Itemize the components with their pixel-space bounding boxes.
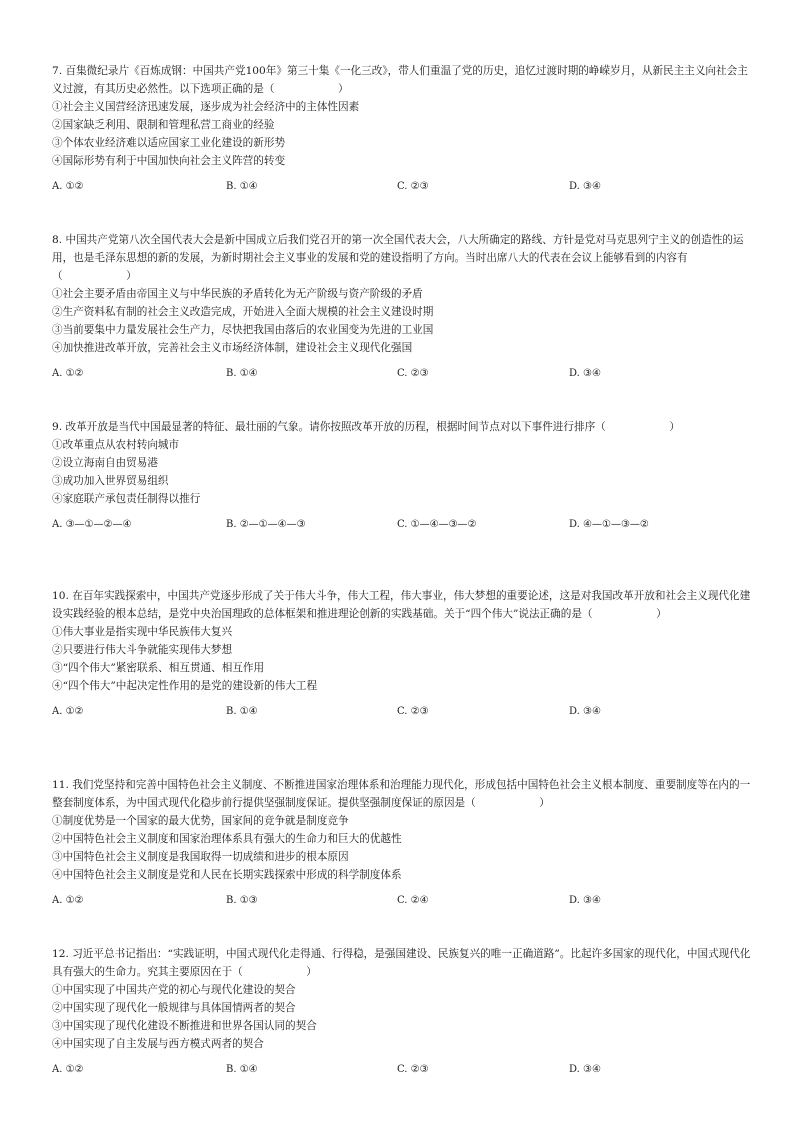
answer-choices bbox=[52, 892, 758, 910]
question-12 bbox=[52, 945, 758, 1079]
statement-2: ②中国特色社会主义制度和国家治理体系具有强大的生命力和巨大的优越性 bbox=[52, 833, 402, 845]
choice-b[interactable]: B. ①④ bbox=[226, 1064, 258, 1075]
choice-d[interactable]: D. ③④ bbox=[569, 368, 601, 379]
choice-a[interactable]: A. ①② bbox=[52, 368, 84, 379]
choice-c[interactable]: C. ②③ bbox=[397, 1064, 429, 1075]
choice-a[interactable]: A. ①② bbox=[52, 1064, 84, 1075]
statement-4: ④中国特色社会主义制度是党和人民在长期实践探索中形成的科学制度体系 bbox=[52, 869, 402, 881]
choice-d[interactable]: D. ③④ bbox=[569, 895, 601, 906]
answer-choices bbox=[52, 703, 758, 721]
choice-d[interactable]: D. ④—①—③—② bbox=[569, 519, 649, 530]
question-11 bbox=[52, 776, 758, 910]
statement-4: ④“四个伟大”中起决定性作用的是党的建设新的伟大工程 bbox=[52, 680, 318, 692]
statement-3: ③当前要集中力量发展社会生产力，尽快把我国由落后的农业国变为先进的工业国 bbox=[52, 324, 434, 336]
statement-1: ①社会主义国营经济迅速发展，逐步成为社会经济中的主体性因素 bbox=[52, 101, 360, 113]
choice-a[interactable]: A. ③—①—②—④ bbox=[52, 519, 132, 530]
statement-4: ④加快推进改革开放，完善社会主义市场经济体制，建设社会主义现代化强国 bbox=[52, 342, 413, 354]
choice-a[interactable]: A. ①② bbox=[52, 895, 84, 906]
choice-b[interactable]: B. ②—①—④—③ bbox=[226, 519, 306, 530]
question-stem: 7. 百集微纪录片《百炼成钢：中国共产党100年》第三十集《一化三改》，带人们重温了党的历史，追忆过渡时期的峥嵘岁月，从新民主主义向社会主义过渡，有其历史必然性。以下选项正确的是（ ） bbox=[52, 65, 748, 95]
choice-d[interactable]: D. ③④ bbox=[569, 181, 601, 192]
statement-4: ④家庭联产承包责任制得以推行 bbox=[52, 493, 201, 505]
statement-2: ②设立海南自由贸易港 bbox=[52, 457, 158, 469]
statement-3: ③“四个伟大”紧密联系、相互贯通、相互作用 bbox=[52, 662, 265, 674]
choice-b[interactable]: B. ①④ bbox=[226, 706, 258, 717]
statement-1: ①伟大事业是指实现中华民族伟大复兴 bbox=[52, 626, 233, 638]
question-9 bbox=[52, 418, 758, 534]
statement-4: ④中国实现了自主发展与西方模式两者的契合 bbox=[52, 1038, 264, 1050]
statement-1: ①改革重点从农村转向城市 bbox=[52, 439, 180, 451]
choice-b[interactable]: B. ①④ bbox=[226, 368, 258, 379]
answer-choices bbox=[52, 516, 758, 534]
choice-d[interactable]: D. ③④ bbox=[569, 1064, 601, 1075]
question-stem: 9. 改革开放是当代中国最显著的特征、最壮丽的气象。请你按照改革开放的历程，根据时间节点对以下事件进行排序（ ） bbox=[52, 421, 680, 433]
answer-choices bbox=[52, 1061, 758, 1079]
question-7 bbox=[52, 62, 758, 196]
statement-3: ③中国特色社会主义制度是我国取得一切成绩和进步的根本原因 bbox=[52, 851, 349, 863]
choice-b[interactable]: B. ①③ bbox=[226, 895, 258, 906]
statement-2: ②生产资料私有制的社会主义改造完成，开始进入全面大规模的社会主义建设时期 bbox=[52, 306, 434, 318]
choice-a[interactable]: A. ①② bbox=[52, 181, 84, 192]
statement-4: ④国际形势有利于中国加快向社会主义阵营的转变 bbox=[52, 155, 286, 167]
statement-1: ①制度优势是一个国家的最大优势，国家间的竞争就是制度竞争 bbox=[52, 815, 349, 827]
statement-2: ②国家缺乏利用、限制和管理私营工商业的经验 bbox=[52, 119, 275, 131]
answer-choices bbox=[52, 178, 758, 196]
statement-3: ③个体农业经济难以适应国家工业化建设的新形势 bbox=[52, 137, 286, 149]
question-10 bbox=[52, 587, 758, 721]
choice-c[interactable]: C. ②③ bbox=[397, 706, 429, 717]
answer-choices bbox=[52, 365, 758, 383]
statement-1: ①社会主要矛盾由帝国主义与中华民族的矛盾转化为无产阶级与资产阶级的矛盾 bbox=[52, 288, 423, 300]
statement-3: ③成功加入世界贸易组织 bbox=[52, 475, 169, 487]
choice-c[interactable]: C. ①—④—③—② bbox=[397, 519, 477, 530]
choice-c[interactable]: C. ②③ bbox=[397, 181, 429, 192]
question-stem: 8. 中国共产党第八次全国代表大会是新中国成立后我们党召开的第一次全国代表大会，八大所确定的路线、方针是党对马克思列宁主义的创造性的运用，也是毛泽东思想的新的发展，为新时期社会主义事业的发展和党的建设指明了方向。当时出席八大的代表在会议上能够看到的内容有（ ） bbox=[52, 234, 744, 282]
choice-c[interactable]: C. ②④ bbox=[397, 895, 429, 906]
question-stem: 11. 我们党坚持和完善中国特色社会主义制度、不断推进国家治理体系和治理能力现代化，形成包括中国特色社会主义根本制度、重要制度等在内的一整套制度体系，为中国式现代化稳步前行提供坚强制度保证。提供坚强制度保证的原因是（ ） bbox=[52, 779, 751, 809]
choice-c[interactable]: C. ②③ bbox=[397, 368, 429, 379]
statement-2: ②只要进行伟大斗争就能实现伟大梦想 bbox=[52, 644, 233, 656]
choice-b[interactable]: B. ①④ bbox=[226, 181, 258, 192]
statement-3: ③中国实现了现代化建设不断推进和世界各国认同的契合 bbox=[52, 1020, 317, 1032]
choice-d[interactable]: D. ③④ bbox=[569, 706, 601, 717]
choice-a[interactable]: A. ①② bbox=[52, 706, 84, 717]
question-stem: 12. 习近平总书记指出：“实践证明，中国式现代化走得通、行得稳，是强国建设、民族复兴的唯一正确道路”。比起许多国家的现代化，中国式现代化具有强大的生命力。究其主要原因在于（ ） bbox=[52, 948, 751, 978]
statement-2: ②中国实现了现代化一般规律与具体国情两者的契合 bbox=[52, 1002, 296, 1014]
question-stem: 10. 在百年实践探索中，中国共产党逐步形成了关于伟大斗争，伟大工程，伟大事业，伟大梦想的重要论述，这是对我国改革开放和社会主义现代化建设实践经验的根本总结，是党中央治国理政的总体框架和推进理论创新的实践基础。关于“四个伟大”说法正确的是（ ） bbox=[52, 590, 751, 620]
statement-1: ①中国实现了中国共产党的初心与现代化建设的契合 bbox=[52, 984, 296, 996]
question-8 bbox=[52, 231, 758, 383]
